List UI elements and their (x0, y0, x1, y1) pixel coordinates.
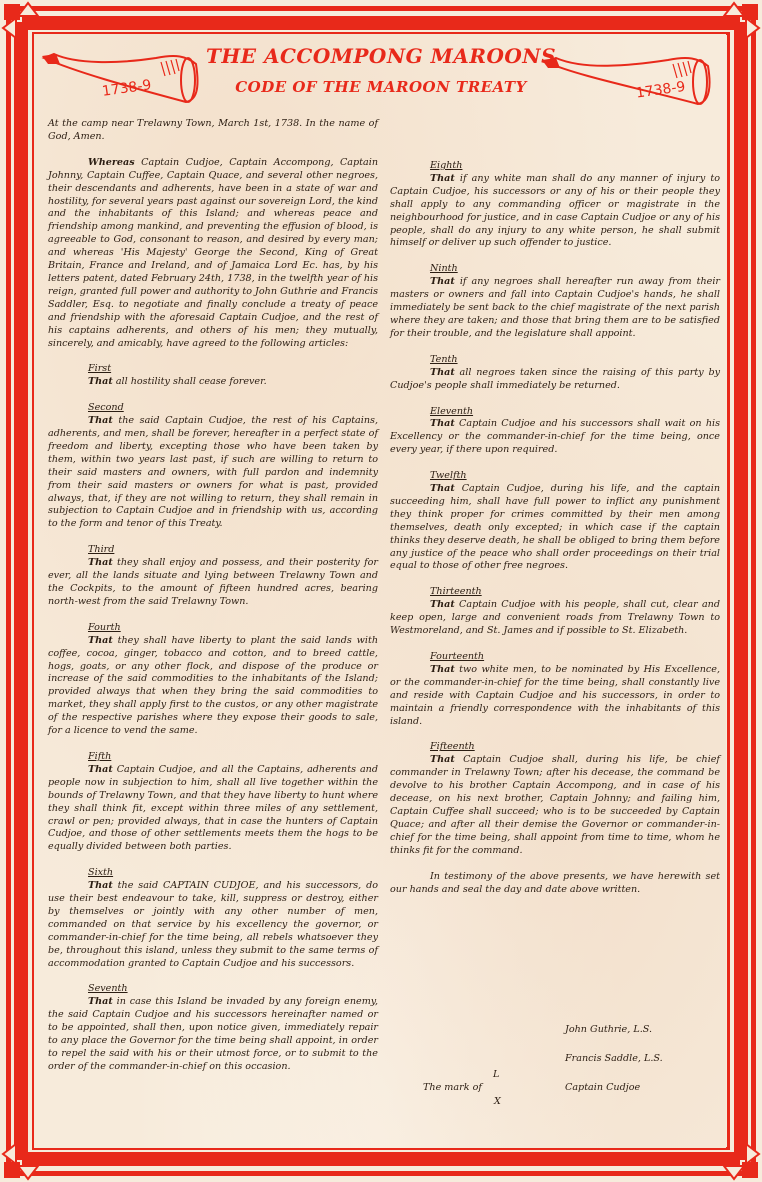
article-lead: That (430, 366, 455, 378)
article-text: two white men, to be nominated by His Excellence, or the commander-in-chief for the time being, shall constantly live and reside with Captain Cudjoe and his successors, in order to maintain a friendly correspondence with the inhabitants of this island. (390, 663, 720, 727)
article (48, 402, 378, 531)
right-column (390, 160, 720, 909)
article-lead: That (430, 172, 455, 184)
article-heading: Eleventh (430, 405, 474, 417)
article-heading: Sixth (88, 867, 114, 879)
opening-line: At the camp near Trelawny Town, March 1st, 1738. In the name of God, Amen. (48, 118, 378, 142)
whereas-text: Captain Cudjoe, Captain Accompong, Captain Johnny, Captain Cuffee, Captain Quace, and several other negroes, their descendants and adherents, have been in a state of war and hostility, for several years past against our sovereign Lord, the kind and the inhabitants of this Island; and whereas peace and friendship among mankind, and preventing the effusion of blood, is agreeable to God, consonant to reason, and desired by every man; and whereas 'His Majesty' George the Second, King of Great Britain, France and Ireland, and of Jamaica Lord Ec. has, by his letters patent, dated February 24th, 1738, in the twelfth year of his reign, granted full power and authority to John Guthrie and Francis Saddler, Esq. to negotiate and finally conclude a treaty of peace and friendship with the aforesaid Captain Cudjoe, and the rest of his captains adherents, and others of his men; they mutually, sincerely, and amicably, have agreed to the following articles: (48, 156, 378, 349)
article (390, 470, 720, 573)
mark-label: The mark of (423, 1082, 482, 1093)
article (48, 363, 378, 389)
article-text: if any negroes shall hereafter run away from their masters or owners and fall into Captain Cudjoe's hands, he shall immediately be sent back to the chief magistrate of the next parish where they are taken; and those that bring them are to be satisfied for their trouble, and the legislature shall appoint. (390, 276, 720, 339)
document-subtitle: CODE OF THE MAROON TREATY (235, 78, 527, 96)
article-text: Captain Cudjoe, and all the Captains, adherents and people now in subjection to him, shall all live together within the bounds of Trelawny Town, and that they have liberty to hunt where they shall think fit, except within three miles of any settlement, crawl or pen; provided always, that in case the hunters of Captain Cudjoe, and those of other settlements meets them the hogs to be equally divided between both parties. (48, 763, 378, 853)
article-text: they shall enjoy and possess, and their posterity for ever, all the lands situate and lying between Trelawny Town and the Cockpits, to the amount of fifteen hundred acres, bearing north-west from the said Trelawny Town. (48, 557, 378, 607)
signature-saddler: Francis Saddle, L.S. (565, 1053, 663, 1064)
article (48, 622, 378, 738)
article-heading: Tenth (430, 353, 458, 365)
article-text: Captain Cudjoe shall, during his life, be chief commander in Trelawny Town; after his decease, the command be devolve to his brother Captain Accompong, and in case of his decease, on his next brother, Captain Johnny; and failing him, Captain Cuffee shall succeed; who is to be succeeded by Captain Quace; and after all their demise the Governor or commander-in-chief for the time being, shall appoint from time to time, whom he thinks fit for the command. (390, 754, 720, 856)
closing-paragraph: In testimony of the above presents, we have herewith set our hands and seal the day and date above written. (390, 870, 720, 895)
mark-top: L (493, 1069, 500, 1080)
article-heading: Ninth (430, 263, 458, 275)
article-heading: Twelfth (430, 470, 467, 482)
article (48, 867, 378, 970)
left-column (48, 118, 378, 1087)
horn-left-label: 1738-9 (101, 77, 153, 100)
article-text: all hostility shall cease forever. (112, 376, 267, 388)
document-title: THE ACCOMPONG MAROONS (205, 44, 557, 68)
mark-x: X (494, 1096, 501, 1107)
article-text: Captain Cudjoe and his successors shall wait on his Excellency or the commander-in-chief for the time being, once every year, if there upon required. (390, 418, 720, 456)
article-heading: Eighth (430, 160, 463, 171)
article-lead: That (88, 376, 113, 388)
article (390, 586, 720, 638)
article (390, 651, 720, 728)
article (390, 354, 720, 393)
article (48, 983, 378, 1073)
article-lead: That (430, 418, 455, 430)
article-lead: That (430, 276, 455, 288)
article-lead: That (88, 557, 113, 569)
article-lead: That (430, 663, 455, 675)
article-lead: That (430, 754, 455, 766)
article-heading: Second (88, 402, 124, 414)
article (390, 406, 720, 458)
article-text: in case this Island be invaded by any foreign enemy, the said Captain Cudjoe and his successors hereinafter named or to be appointed, shall then, upon notice given, immediately repair to any place the Governor for the time being shall appoint, in order to repel the said with his or their utmost force, or to submit to the order of the commander-in-chief on this occasion. (48, 996, 378, 1072)
article-heading: Third (88, 544, 115, 556)
article-text: the said Captain Cudjoe, the rest of his Captains, adherents, and men, shall be forever, hereafter in a perfect state of freedom and liberty, excepting those who have been taken by them, within two years last past, if such are willing to return to their said masters and owners, with full pardon and indemnity from their said masters or owners for what is past, provided always, that, if they are not willing to return, they shall remain in subjection to Captain Cudjoe and in friendship with us, according to the form and tenor of this Treaty. (48, 415, 378, 530)
article-lead: That (88, 634, 113, 646)
article (48, 544, 378, 609)
article-lead: That (88, 415, 113, 427)
article-lead: That (88, 880, 113, 892)
whereas-lead: Whereas (88, 156, 135, 168)
article-text: Captain Cudjoe with his people, shall cut, clear and keep open, large and convenient roads from Trelawny Town to Westmoreland, and St. James and if possible to St. Elizabeth. (390, 599, 720, 637)
article (48, 751, 378, 854)
article-heading: Fifth (88, 750, 112, 762)
article-heading: Fifteenth (430, 741, 475, 753)
article-lead: That (430, 599, 455, 611)
article-text: if any white man shall do any manner of injury to Captain Cudjoe, his successors or any of his or their people they shall apply to any commanding officer or magistrate in the neighbourhood for justice, and in case Captain Cudjoe or any of his people, shall do any injury to any white person, he shall submit himself or deliver up such offender to justice. (390, 172, 720, 249)
article-heading: Fourth (88, 621, 121, 633)
article-text: the said CAPTAIN CUDJOE, and his successors, do use their best endeavour to take, kill, suppress or destroy, either by themselves or jointly with any other number of men, commanded on that service by his excellency the governor, or commander-in-chief for the time being, all rebels whatsoever they be, throughout this island, unless they submit to the same terms of accommodation granted to Captain Cudjoe and his successors. (48, 880, 378, 969)
article-text: they shall have liberty to plant the said lands with coffee, cocoa, ginger, tobacco and cotton, and to breed cattle, hogs, goats, or any other flock, and dispose of the produce or increase of the said commodities to the inhabitants of the Island; provided always that when they bring the said commodities to market, they shall apply first to the custos, or any other magistrate of the respective parishes where they expose their goods to sale, for a licence to vend the same. (48, 634, 378, 737)
article (390, 741, 720, 857)
article-heading: Thirteenth (430, 586, 482, 598)
article (390, 263, 720, 340)
whereas-paragraph (48, 157, 378, 351)
article-lead: That (88, 763, 113, 775)
article-text: all negroes taken since the raising of this party by Cudjoe's people shall immediately be returned. (390, 366, 720, 391)
article-heading: Seventh (88, 983, 128, 995)
signature-cudjoe: Captain Cudjoe (565, 1082, 641, 1093)
article-lead: That (88, 996, 113, 1008)
signature-guthrie: John Guthrie, L.S. (565, 1024, 653, 1035)
article-heading: First (88, 363, 112, 375)
article-heading: Fourteenth (430, 651, 485, 662)
article-text: Captain Cudjoe, during his life, and the captain succeeding him, shall have full power to inflict any punishment they think proper for crimes committed by their men among themselves, death only excepted; in which case if the captain thinks they deserve death, he shall be obliged to bring them before any justice of the peace who shall order proceedings on their trial equal to those of other free negroes. (390, 483, 720, 572)
article (390, 160, 720, 250)
article-lead: That (430, 483, 455, 495)
horn-right-label: 1738-9 (635, 78, 687, 102)
